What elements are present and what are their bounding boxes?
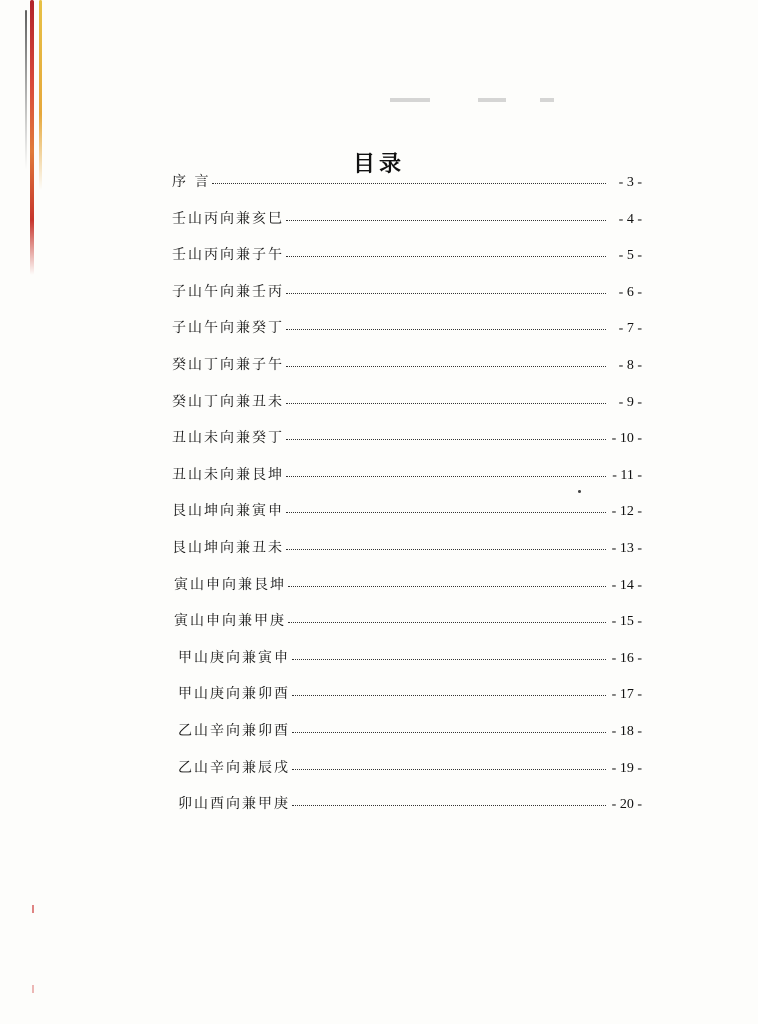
toc-leader-dots [286,500,606,513]
toc-entry-label: 乙山辛向兼卯酉 [178,722,290,739]
toc-entry-page-number: - 9 - [618,394,642,410]
bleed-through-mark [390,98,430,102]
toc-leader-dots [292,793,606,806]
toc-entry-page-number: - 17 - [611,687,642,703]
toc-leader-dots [292,757,606,770]
toc-entry[interactable] [172,794,642,831]
toc-entry[interactable] [172,245,642,282]
toc-entry-label: 甲山庚向兼寅申 [178,649,290,666]
toc-leader-dots [286,281,606,294]
toc-entry-page-number: - 14 - [611,577,642,593]
toc-entry-page-number: - 4 - [618,211,642,227]
toc-entry[interactable] [172,428,642,465]
toc-entry-label: 子山午向兼壬丙 [172,283,284,300]
toc-entry-label: 丑山未向兼艮坤 [172,466,284,483]
toc-entry-label: 寅山申向兼艮坤 [174,576,286,593]
toc-entry-label: 丑山未向兼癸丁 [172,430,284,447]
toc-leader-dots [286,317,606,330]
toc-leader-dots [288,574,606,587]
toc-entry-page-number: - 12 - [611,504,642,520]
toc-leader-dots [288,610,606,623]
toc-entry[interactable] [172,684,642,721]
toc-entry[interactable] [172,318,642,355]
page-title: 目录 [352,150,405,177]
toc-entry-label: 子山午向兼癸丁 [172,320,284,337]
table-of-contents [172,172,642,831]
toc-entry[interactable] [172,355,642,392]
toc-leader-dots [292,720,606,733]
toc-entry-page-number: - 15 - [611,614,642,630]
toc-entry[interactable] [172,538,642,575]
toc-entry[interactable] [172,721,642,758]
toc-leader-dots [212,171,606,184]
toc-entry[interactable] [172,282,642,319]
toc-entry-page-number: - 8 - [618,357,642,373]
toc-entry[interactable] [172,611,642,648]
toc-entry-page-number: - 20 - [611,797,642,813]
toc-leader-dots [286,537,606,550]
toc-entry-page-number: - 3 - [618,175,642,190]
bleed-through-mark [540,98,554,102]
toc-leader-dots [286,244,606,257]
toc-entry-page-number: - 13 - [611,540,642,556]
toc-entry-label: 癸山丁向兼子午 [172,356,284,373]
toc-entry-page-number: - 18 - [611,723,642,739]
toc-leader-dots [292,683,606,696]
toc-entry-page-number: - 10 - [611,431,642,447]
toc-entry-page-number: - 6 - [618,284,642,300]
toc-leader-dots [286,354,606,367]
toc-entry-label: 癸山丁向兼丑未 [172,393,284,410]
toc-leader-dots [286,464,606,477]
toc-entry-label: 壬山丙向兼子午 [172,247,284,264]
toc-entry-label: 卯山酉向兼甲庚 [178,796,290,813]
toc-entry[interactable] [172,209,642,246]
toc-entry-page-number: - 5 - [618,248,642,264]
toc-entry[interactable] [172,501,642,538]
bleed-through-mark [478,98,506,102]
toc-entry-page-number: - 16 - [611,650,642,666]
toc-entry-label: 寅山申向兼甲庚 [174,613,286,630]
toc-entry-label: 艮山坤向兼寅申 [172,503,284,520]
toc-leader-dots [286,427,606,440]
toc-entry[interactable] [172,392,642,429]
toc-entry-label: 序 言 [172,174,211,190]
toc-entry[interactable] [172,172,642,209]
toc-leader-dots [292,647,606,660]
toc-entry-label: 甲山庚向兼卯酉 [178,686,290,703]
toc-entry[interactable] [172,575,642,612]
toc-entry-page-number: - 7 - [618,321,642,337]
toc-entry-page-number: - 19 - [611,760,642,776]
toc-entry-label: 艮山坤向兼丑未 [172,539,284,556]
toc-leader-dots [286,208,606,221]
toc-entry-label: 壬山丙向兼亥巳 [172,210,284,227]
scan-edge-speck [32,905,34,913]
scan-edge-red-mark [30,0,34,275]
toc-leader-dots [286,391,606,404]
toc-entry-label: 乙山辛向兼辰戌 [178,759,290,776]
toc-entry[interactable] [172,648,642,685]
toc-entry-page-number: - 11 - [612,467,642,483]
toc-entry[interactable] [172,465,642,502]
scan-edge-speck [32,985,34,993]
toc-entry[interactable] [172,758,642,795]
